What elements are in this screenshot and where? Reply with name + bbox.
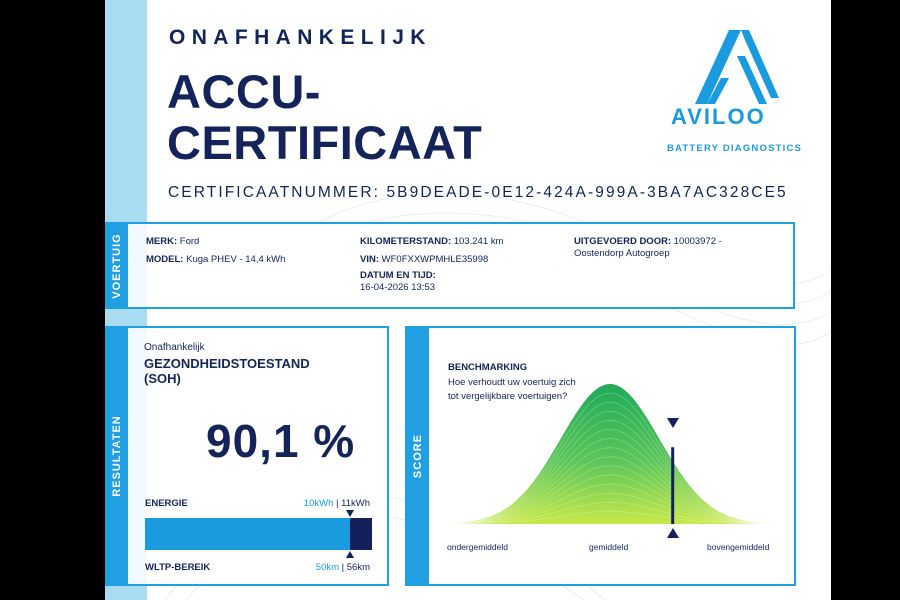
range-label: WLTP-BEREIK <box>145 562 211 573</box>
range-nominal: 56km <box>346 562 370 573</box>
results-section <box>105 326 389 586</box>
vehicle-section <box>105 222 795 309</box>
title-line-1: ACCU- <box>167 65 321 118</box>
results-section-label: RESULTATEN <box>111 415 123 497</box>
logo-tagline: BATTERY DIAGNOSTICS <box>667 143 803 154</box>
performed-by-company: Oostendorp Autogroep <box>574 248 670 259</box>
energy-separator: | <box>333 498 342 509</box>
range-separator: | <box>339 562 347 573</box>
title-line-2: CERTIFICAAT <box>167 116 483 169</box>
bell-curve-area <box>445 384 775 524</box>
energy-values <box>304 498 370 509</box>
certificate-number-value: 5B9DEADE-0E12-424A-999A-3BA7AC328CE5 <box>386 184 788 201</box>
document-title <box>167 66 482 168</box>
axis-label-below-average: ondergemiddeld <box>447 542 508 552</box>
vehicle-section-label: VOERTUIG <box>111 232 123 299</box>
score-section-label: SCORE <box>412 433 424 479</box>
soh-kicker: Onafhankelijk <box>144 342 205 353</box>
vin-field <box>360 254 488 266</box>
energy-current: 10kWh <box>303 498 334 509</box>
certificate-number <box>168 184 788 202</box>
energy-label: ENERGIE <box>145 498 188 509</box>
vehicle-section-tab <box>106 224 128 307</box>
benchmark-marker-top-icon <box>667 418 679 428</box>
make-label: MERK: <box>146 236 178 247</box>
soh-bar-fill <box>145 518 350 550</box>
axis-label-average: gemiddeld <box>589 542 629 552</box>
performed-by-label: UITGEVOERD DOOR: <box>574 236 672 247</box>
benchmark-heading: BENCHMARKING <box>448 362 528 373</box>
score-section <box>405 326 796 586</box>
odometer-field <box>360 236 503 248</box>
soh-heading <box>144 356 364 386</box>
datetime-label: DATUM EN TIJD: <box>360 270 436 281</box>
certificate-number-label: CERTIFICAATNUMMER: <box>168 184 381 201</box>
soh-marker-top-icon <box>346 510 354 517</box>
model-field <box>146 254 285 266</box>
performed-by-field <box>574 236 722 260</box>
vin-label: VIN: <box>360 254 379 265</box>
benchmark-marker-bottom-icon <box>667 528 679 538</box>
model-label: MODEL: <box>146 254 184 265</box>
vin-value: WF0FXXWPMHLE35998 <box>381 254 489 265</box>
datetime-field <box>360 270 436 294</box>
score-section-tab <box>407 328 429 584</box>
soh-heading-line-2: (SOH) <box>144 371 181 386</box>
axis-label-above-average: bovengemiddeld <box>707 542 770 552</box>
aviloo-logo-icon <box>667 26 807 156</box>
logo-wordmark: AVILOO <box>671 104 766 129</box>
soh-value: 90,1 % <box>206 415 356 467</box>
make-field <box>146 236 199 248</box>
certificate-page <box>105 0 831 600</box>
performed-by-id: 10003972 - <box>673 236 722 247</box>
model-value: Kuga PHEV - 14,4 kWh <box>186 254 286 265</box>
soh-marker-bottom-icon <box>346 551 354 558</box>
benchmark-question: Hoe verhoudt uw voertuig zich tot vergelijkbare voertuigen? <box>448 377 576 402</box>
soh-bar-track <box>145 518 372 550</box>
header-kicker: ONAFHANKELIJK <box>169 26 432 49</box>
results-section-tab <box>106 328 128 584</box>
datetime-value: 16-04-2026 13:53 <box>360 282 436 293</box>
odometer-label: KILOMETERSTAND: <box>360 236 452 247</box>
energy-nominal: 11kWh <box>341 498 370 509</box>
soh-heading-line-1: GEZONDHEIDSTOESTAND <box>144 356 310 371</box>
range-current: 50km <box>315 562 340 573</box>
make-value: Ford <box>179 236 200 247</box>
range-values <box>316 562 370 573</box>
odometer-value: 103.241 km <box>453 236 504 247</box>
